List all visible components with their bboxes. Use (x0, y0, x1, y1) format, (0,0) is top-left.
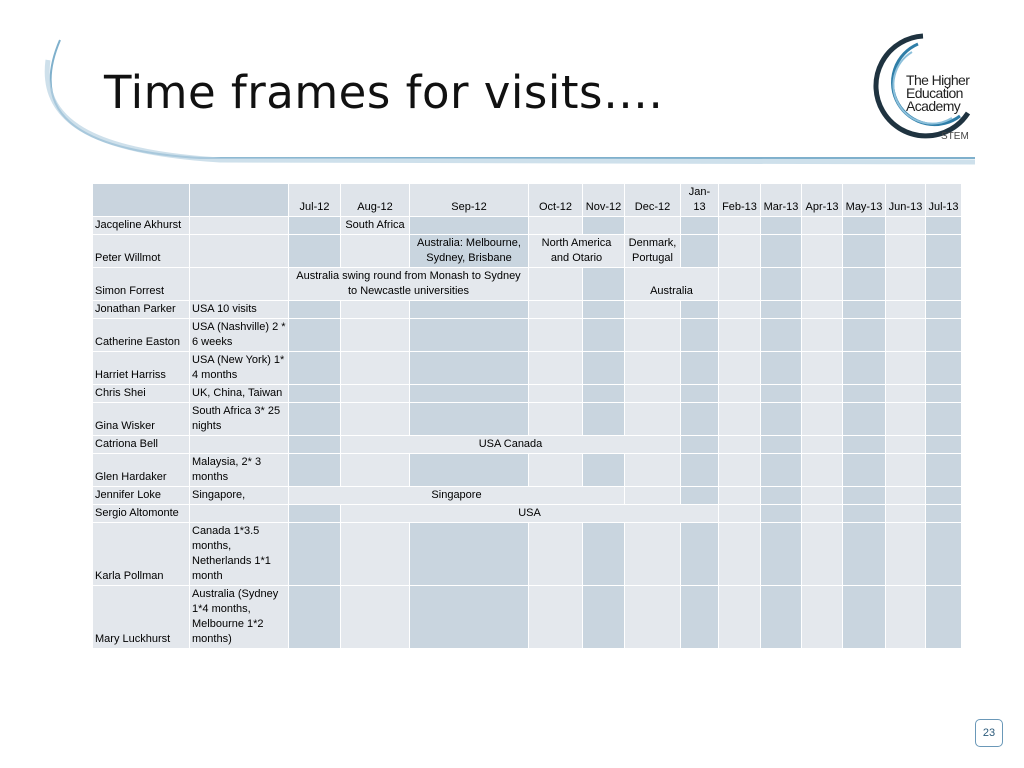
header-cell: Aug-12 (341, 184, 410, 217)
table-row (93, 403, 962, 436)
table-row (93, 523, 962, 586)
header-cell: Jul-13 (926, 184, 962, 217)
visit-cell: Australia (625, 268, 719, 301)
logo-line-3: Academy (906, 98, 961, 114)
visit-cell: Australia swing round from Monash to Sydney to Newcastle universities (289, 268, 529, 301)
header-cell: Apr-13 (802, 184, 843, 217)
person-name: Jonathan Parker (93, 301, 190, 319)
person-name: Gina Wisker (93, 403, 190, 436)
slide-title: Time frames for visits…. (104, 66, 664, 119)
person-name: Glen Hardaker (93, 454, 190, 487)
visit-note: USA 10 visits (190, 301, 289, 319)
header-cell (93, 184, 190, 217)
visit-cell: North America and Otario (529, 235, 625, 268)
person-name: Sergio Altomonte (93, 505, 190, 523)
visit-note (190, 217, 289, 235)
visit-cell: Denmark, Portugal (625, 235, 681, 268)
table-row (93, 319, 962, 352)
header-cell: Feb-13 (719, 184, 761, 217)
table-header-row (93, 184, 962, 217)
visit-note: Canada 1*3.5 months, Netherlands 1*1 month (190, 523, 289, 586)
person-name: Peter Willmot (93, 235, 190, 268)
table-row (93, 385, 962, 403)
person-name: Jacqeline Akhurst (93, 217, 190, 235)
table-row (93, 454, 962, 487)
visit-timeframe-table (92, 183, 962, 649)
visit-note: Australia (Sydney 1*4 months, Melbourne 1*2 months) (190, 586, 289, 649)
person-name: Catherine Easton (93, 319, 190, 352)
person-name: Simon Forrest (93, 268, 190, 301)
table-row (93, 586, 962, 649)
page-number: 23 (975, 719, 1003, 747)
header-cell: Mar-13 (761, 184, 802, 217)
visit-note (190, 268, 289, 301)
person-name: Chris Shei (93, 385, 190, 403)
header-cell: Dec-12 (625, 184, 681, 217)
table-row (93, 487, 962, 505)
visit-note: South Africa 3* 25 nights (190, 403, 289, 436)
visit-cell: Singapore (289, 487, 625, 505)
table-row (93, 301, 962, 319)
visit-cell: USA Canada (341, 436, 681, 454)
person-name: Mary Luckhurst (93, 586, 190, 649)
table-row (93, 235, 962, 268)
person-name: Catriona Bell (93, 436, 190, 454)
table-row (93, 436, 962, 454)
table-row (93, 268, 962, 301)
visit-note: USA (Nashville) 2 * 6 weeks (190, 319, 289, 352)
header-cell: Jun-13 (886, 184, 926, 217)
table-row (93, 352, 962, 385)
table-row (93, 505, 962, 523)
logo-line-1: The Higher (906, 72, 970, 88)
header-cell: Jan-13 (681, 184, 719, 217)
logo-line-2: Education (906, 85, 963, 101)
visit-cell: Australia: Melbourne, Sydney, Brisbane (410, 235, 529, 268)
visit-note (190, 436, 289, 454)
header-cell: Sep-12 (410, 184, 529, 217)
header-cell: Nov-12 (583, 184, 625, 217)
visit-note: UK, China, Taiwan (190, 385, 289, 403)
visit-note: Singapore, (190, 487, 289, 505)
table-row (93, 217, 962, 235)
header-cell (190, 184, 289, 217)
logo-text (906, 74, 976, 113)
visit-note (190, 505, 289, 523)
visit-note: USA (New York) 1* 4 months (190, 352, 289, 385)
person-name: Harriet Harriss (93, 352, 190, 385)
visit-cell: South Africa (341, 217, 410, 235)
visit-cell: USA (341, 505, 719, 523)
visit-note (190, 235, 289, 268)
visit-note: Malaysia, 2* 3 months (190, 454, 289, 487)
logo-subtitle: STEM (941, 131, 969, 142)
header-cell: Jul-12 (289, 184, 341, 217)
person-name: Karla Pollman (93, 523, 190, 586)
header-cell: Oct-12 (529, 184, 583, 217)
person-name: Jennifer Loke (93, 487, 190, 505)
header-cell: May-13 (843, 184, 886, 217)
